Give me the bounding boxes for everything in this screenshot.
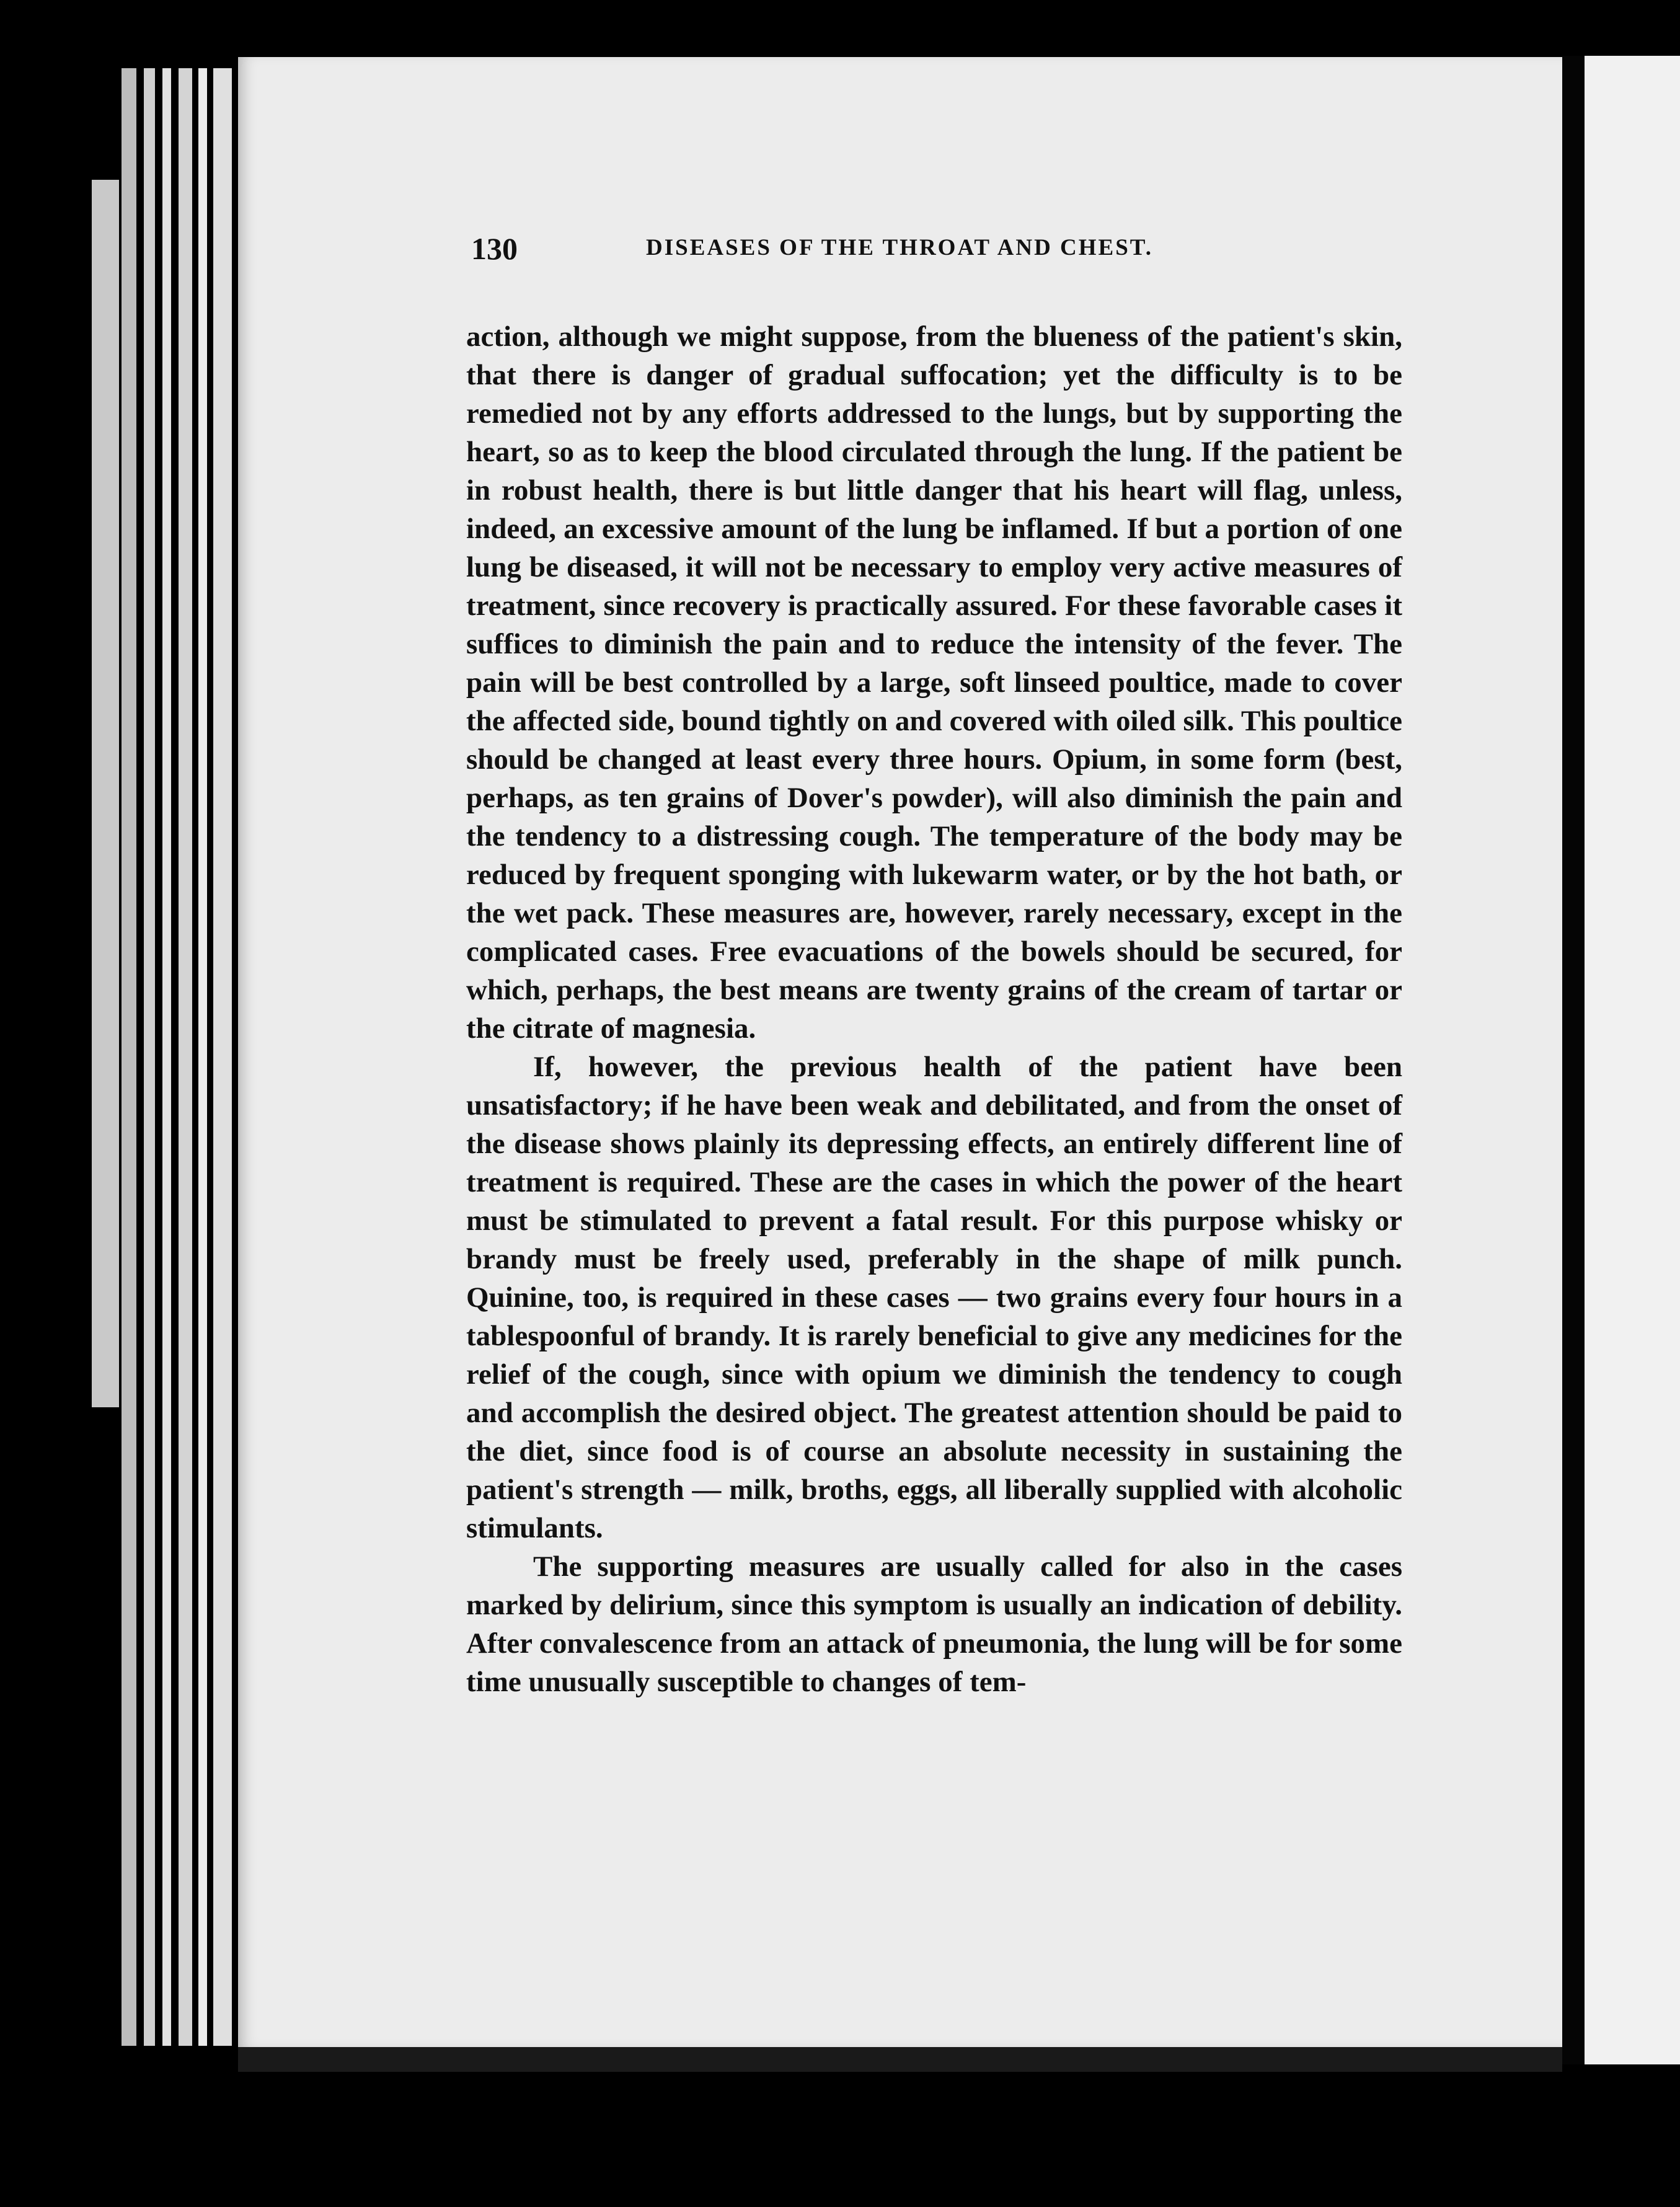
book-edge-strip [144,68,155,2046]
book-edge-strip [198,68,207,2046]
book-edge-strip [179,68,192,2046]
running-head: DISEASES OF THE THROAT AND CHEST. [646,235,1153,260]
page-bottom-shadow [238,2047,1562,2072]
book-edge-strip [122,68,136,2046]
book-gutter [1562,56,1585,2064]
paragraph: action, although we might suppose, from the blueness of the patient's skin, that there is danger of gradual suffocation; yet the difficulty is to be remedied not by any efforts addressed to the lungs, but by supporting the heart, so as to keep the blood circulated through the lung. If the patient be in robust health, there is but little danger that his heart will flag, unless, indeed, an excessive amount of the lung be inflamed. If but a portion of one lung be diseased, it will not be necessary to employ very active measures of treatment, since recovery is practically assured. For these favorable cases it suffices to diminish the pain and to reduce the intensity of the fever. The pain will be best controlled by a large, soft linseed poultice, made to cover the affected side, bound tightly on and covered with oiled silk. This poultice should be changed at least every three hours. Opium, in some form (best, perhaps, as ten grains of Dover's powder), will also diminish the pain and the tendency to a distressing cough. The temperature of the body may be reduced by frequent sponging with lukewarm water, or by the hot bath, or the wet pack. These measures are, however, rarely necessary, except in the complicated cases. Free evacuations of the bowels should be secured, for which, perhaps, the best means are twenty grains of the cream of tartar or the citrate of magnesia. [466,321,1402,1045]
body-text [466,317,1402,1701]
page-header [471,231,1475,274]
torn-page-edge [92,180,119,1407]
paragraph: The supporting measures are usually called for also in the cases marked by delirium, since this symptom is usually an indication of debility. After convalescence from an attack of pneumonia, the lung will be for some time unusually susceptible to changes of tem- [466,1550,1402,1698]
paragraph: If, however, the previous health of the patient have been unsatisfactory; if he have been weak and debilitated, and from the onset of the disease shows plainly its depressing effects, an entirely different line of treatment is required. These are the cases in which the power of the heart must be stimulated to prevent a fatal result. For this purpose whisky or brandy must be freely used, preferably in the shape of milk punch. Quinine, too, is required in these cases — two grains every four hours in a tablespoonful of brandy. It is rarely beneficial to give any medicines for the relief of the cough, since with opium we diminish the tendency to cough and accomplish the desired object. The greatest attention should be paid to the diet, since food is of course an absolute necessity in sustaining the patient's strength — milk, broths, eggs, all liberally supplied with alcoholic stimulants. [466,1051,1402,1544]
book-edge-strip [162,68,171,2046]
book-edge-strip [213,68,232,2046]
facing-page-edge [1585,56,1680,2064]
page-number: 130 [471,231,518,266]
